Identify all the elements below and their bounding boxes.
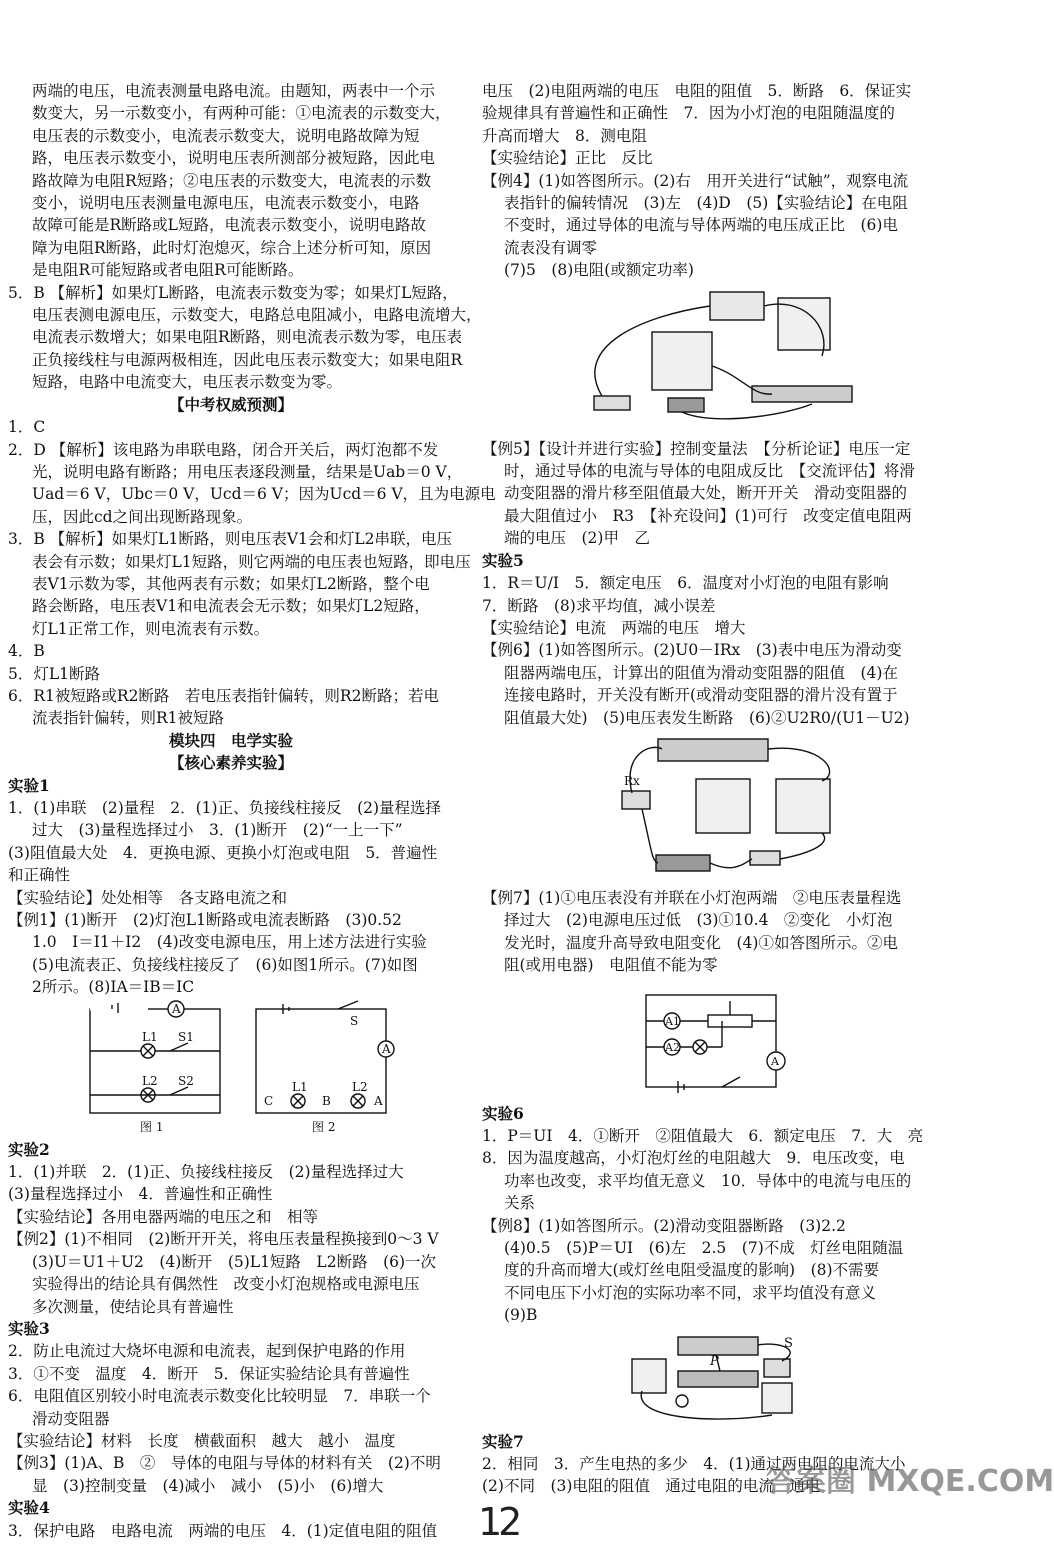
text-line: 故障可能是R断路或L短路，电流表示数变小，说明电路故 bbox=[32, 216, 426, 235]
text-line: 是电阻R可能短路或者电阻R可能断路。 bbox=[32, 261, 304, 280]
text-line: 流表指针偏转，则R1被短路 bbox=[32, 709, 225, 728]
text-line: 发光时，温度升高导致电阻变化 (4)①如答图所示。②电 bbox=[504, 933, 898, 952]
right-text-block-b bbox=[482, 438, 934, 729]
fig1-ammeter-label: A bbox=[172, 1001, 181, 1016]
text-line: 模块四 电学实验 bbox=[168, 730, 293, 750]
text-line: 流表没有调零 bbox=[504, 238, 598, 257]
page-number: 12 bbox=[478, 1500, 519, 1544]
text-line: 电压 (2)电阻两端的电压 电阻的阻值 5．断路 6．保证实 bbox=[482, 82, 912, 100]
fig8-slider-label: P bbox=[710, 1353, 719, 1369]
text-line: 时，通过导体的电流与导体的电阻成反比 【交流评估】将滑 bbox=[504, 462, 915, 481]
text-line: 实验2 bbox=[8, 1139, 50, 1159]
text-line: 2．D 【解析】该电路为串联电路，闭合开关后，两灯泡都不发 bbox=[8, 440, 439, 459]
text-line: 【例2】(1)不相同 (2)断开开关，将电压表量程换接到0～3 V bbox=[8, 1230, 439, 1249]
text-line: 1．R＝U/I 5．额定电压 6．温度对小灯泡的电阻有影响 bbox=[482, 574, 889, 593]
text-line: 【例5】【设计并进行实验】控制变量法 【分析论证】电压一定 bbox=[482, 439, 911, 458]
figure-example-4 bbox=[482, 286, 934, 434]
text-line: 1.0 I＝I1＋I2 (4)改变电源电压，用上述方法进行实验 bbox=[32, 933, 427, 952]
text-line: 阻器两端电压，计算出的阻值为滑动变阻器的阻值 (4)在 bbox=[504, 663, 898, 682]
fig2-c-label: C bbox=[264, 1093, 274, 1108]
text-line: 1．(1)并联 2．(1)正、负接线柱接反 (2)量程选择过大 bbox=[8, 1163, 404, 1182]
text-line: 6．R1被短路或R2断路 若电压表指针偏转，则R2断路；若电 bbox=[8, 686, 439, 705]
text-line: 电压表的示数变小，电流表示数变大，说明电路故障为短 bbox=[32, 126, 420, 145]
text-line: 【例6】(1)如答图所示。(2)U0－IRx (3)表中电压为滑动变 bbox=[482, 641, 902, 660]
text-line: 5．灯L1断路 bbox=[8, 664, 101, 683]
text-line: 光，说明电路有断路；用电压表逐段测量，结果是Uab＝0 V， bbox=[32, 462, 463, 481]
text-line: 2．相同 3．产生电热的多少 4．(1)通过两电阻的电流大小 bbox=[482, 1455, 906, 1474]
text-line: 动变阻器的滑片移至阻值最大处，断开开关 滑动变阻器的 bbox=[504, 484, 908, 503]
text-line: 5．B 【解析】如果灯L断路，电流表示数变为零；如果灯L短路， bbox=[8, 283, 458, 302]
text-line: 连接电路时，开关没有断开(或滑动变阻器的滑片没有置于 bbox=[504, 686, 898, 705]
text-line: 不变时，通过导体的电流与导体两端的电压成正比 (6)电 bbox=[504, 216, 898, 235]
text-line: 8．因为温度越高，小灯泡灯丝的电阻越大 9．电压改变，电 bbox=[482, 1149, 905, 1168]
right-text-block-d bbox=[482, 1103, 934, 1327]
figure-1-2 bbox=[8, 1003, 454, 1135]
text-line: Uad＝6 V，Ubc＝0 V，Ucd＝6 V；因为Ucd＝6 V，且为电源电 bbox=[32, 485, 496, 504]
text-line: (3)阻值最大处 4．更换电源、更换小灯泡或电阻 5．普遍性 bbox=[8, 843, 438, 862]
text-line: 1．(1)串联 (2)量程 2．(1)正、负接线柱接反 (2)量程选择 bbox=[8, 799, 442, 817]
text-line: 度的升高而增大(或灯丝电阻受温度的影响) (8)不需要 bbox=[504, 1261, 880, 1280]
apparatus-example-4 bbox=[482, 286, 934, 434]
right-column bbox=[482, 80, 934, 1498]
fig2-l1-label: L1 bbox=[292, 1079, 308, 1094]
text-line: (4)0.5 (5)P＝UI (6)左 2.5 (7)不成 灯丝电阻随温 bbox=[504, 1239, 904, 1257]
text-line: 【核心素养实验】 bbox=[168, 753, 293, 773]
fig2-l2-label: L2 bbox=[352, 1079, 368, 1094]
figure-example-6 bbox=[482, 733, 934, 883]
text-line: 实验1 bbox=[8, 775, 50, 795]
text-line: 显 (3)控制变量 (4)减小 减小 (5)小 (6)增大 bbox=[32, 1476, 384, 1495]
apparatus-example-8 bbox=[482, 1331, 934, 1427]
text-line: 3．①不变 温度 4．断开 5．保证实验结论具有普遍性 bbox=[8, 1364, 410, 1383]
text-line: 变小，说明电压表测量电源电压，电流表示数变小，电路 bbox=[32, 194, 420, 213]
text-line: 【例4】(1)如答图所示。(2)右 用开关进行“试触”，观察电流 bbox=[482, 171, 909, 190]
text-line: 【实验结论】处处相等 各支路电流之和 bbox=[8, 888, 288, 907]
fig1-l1-label: L1 bbox=[142, 1029, 158, 1044]
left-text-block-b bbox=[8, 1139, 454, 1542]
text-line: 滑动变阻器 bbox=[32, 1409, 110, 1428]
text-line: 验规律具有普遍性和正确性 7．因为小灯泡的电阻随温度的 bbox=[482, 104, 895, 123]
text-line: 两端的电压，电流表测量电路电流。由题知，两表中一个示 bbox=[32, 82, 436, 100]
text-line: 择过大 (2)电源电压过低 (3)①10.4 ②变化 小灯泡 bbox=[504, 911, 893, 930]
text-line: 表指针的偏转情况 (3)左 (4)D (5)【实验结论】在电阻 bbox=[504, 194, 908, 213]
fig2-caption: 图 2 bbox=[312, 1119, 336, 1134]
text-line: 【例8】(1)如答图所示。(2)滑动变阻器断路 (3)2.2 bbox=[482, 1216, 846, 1235]
fig1-s2-label: S2 bbox=[178, 1073, 194, 1088]
text-line: 电压表测电源电压，示数变大，电路总电阻减小，电路电流增大， bbox=[32, 306, 482, 325]
text-line: 【实验结论】各用电器两端的电压之和 相等 bbox=[8, 1207, 319, 1226]
text-line: (3)量程选择过小 4．普遍性和正确性 bbox=[8, 1185, 273, 1204]
text-line: (7)5 (8)电阻(或额定功率) bbox=[504, 261, 694, 280]
fig2-ammeter-label: A bbox=[382, 1041, 391, 1056]
text-line: 实验4 bbox=[8, 1498, 50, 1518]
right-text-block-a bbox=[482, 80, 934, 282]
text-line: 3．保护电路 电路电流 两端的电压 4．(1)定值电阻的阻值 bbox=[8, 1521, 438, 1540]
text-line: 正负接线柱与电源两极相连，因此电压表示数变大；如果电阻R bbox=[32, 350, 463, 369]
text-line: 【例3】(1)A、B ② 导体的电阻与导体的材料有关 (2)不明 bbox=[8, 1454, 441, 1473]
text-line: 1．P＝UI 4．①断开 ②阻值最大 6．额定电压 7．大 亮 bbox=[482, 1126, 924, 1145]
text-line: 4．B bbox=[8, 642, 45, 661]
text-line: 压，因此cd之间出现断路现象。 bbox=[32, 507, 253, 526]
fig7-a1-label: A1 bbox=[665, 1014, 680, 1028]
text-line: 【实验结论】材料 长度 横截面积 越大 越小 温度 bbox=[8, 1431, 396, 1450]
text-line: 表V1示数为零，其他两表有示数；如果灯L2断路，整个电 bbox=[32, 574, 430, 593]
text-line: 障为电阻R断路，此时灯泡熄灭，综合上述分析可知，原因 bbox=[32, 238, 432, 257]
text-line: 电流表示数增大；如果电阻R断路，则电流表示数为零，电压表 bbox=[32, 328, 463, 347]
text-line: 实验5 bbox=[482, 550, 524, 570]
left-text-block-a bbox=[8, 80, 496, 999]
text-line: 6．电阻值区别较小时电流表示数变化比较明显 7．串联一个 bbox=[8, 1387, 431, 1406]
text-line: 端的电压 (2)甲 乙 bbox=[504, 529, 650, 548]
fig1-s1-label: S1 bbox=[178, 1029, 194, 1044]
text-line: 【实验结论】正比 反比 bbox=[482, 149, 653, 168]
text-line: 【中考权威预测】 bbox=[168, 394, 293, 414]
text-line: 实验6 bbox=[482, 1103, 524, 1123]
text-line: 路会断路，电压表V1和电流表会无示数；如果灯L2短路， bbox=[32, 597, 430, 616]
text-line: 阻(或用电器) 电阻值不能为零 bbox=[504, 956, 718, 975]
text-line: 表会有示数；如果灯L1短路，则它两端的电压表也短路，即电压 bbox=[32, 552, 471, 571]
text-line: 【例1】(1)断开 (2)灯泡L1断路或电流表断路 (3)0.52 bbox=[8, 911, 402, 930]
text-line: 关系 bbox=[504, 1194, 536, 1213]
circuit-figures-1-2 bbox=[8, 1003, 454, 1135]
text-line: 和正确性 bbox=[8, 866, 71, 885]
circuit-example-7 bbox=[482, 981, 934, 1099]
text-line: 多次测量，使结论具有普遍性 bbox=[32, 1297, 234, 1316]
text-line: 不同电压下小灯泡的实际功率不同，求平均值没有意义 bbox=[504, 1283, 877, 1302]
text-line: 3．B 【解析】如果灯L1断路，则电压表V1会和灯L2串联，电压 bbox=[8, 530, 453, 549]
rx-label: Rx bbox=[624, 773, 640, 788]
text-line: 数变大，另一示数变小，有两种可能：①电流表的示数变大， bbox=[32, 104, 451, 123]
text-line: (2)不同 (3)电阻的阻值 通过电阻的电流 通电 bbox=[482, 1477, 821, 1496]
text-line: 路故障为电阻R短路；②电压表的示数变大，电流表的示数 bbox=[32, 171, 432, 190]
text-line: 功率也改变，求平均值无意义 10．导体中的电流与电压的 bbox=[504, 1171, 912, 1190]
text-line: 2．防止电流过大烧坏电源和电流表，起到保护电路的作用 bbox=[8, 1342, 406, 1361]
right-text-block-c bbox=[482, 887, 934, 977]
fig2-b-label: B bbox=[322, 1093, 331, 1108]
text-line: 实验3 bbox=[8, 1318, 50, 1338]
text-line: 1．C bbox=[8, 418, 46, 437]
text-line: 实验7 bbox=[482, 1431, 524, 1451]
text-line: 实验得出的结论具有偶然性 改变小灯泡规格或电源电压 bbox=[32, 1275, 420, 1294]
text-line: 短路，电路中电流变大，电压表示数变为零。 bbox=[32, 373, 343, 392]
figure-example-7 bbox=[482, 981, 934, 1099]
fig1-caption: 图 1 bbox=[140, 1119, 164, 1134]
watermark bbox=[766, 1456, 1054, 1536]
fig2-a-point-label: A bbox=[374, 1093, 383, 1108]
fig8-switch-label: S bbox=[784, 1335, 793, 1351]
fig2-switch-label: S bbox=[350, 1013, 359, 1028]
text-line: 【例7】(1)①电压表没有并联在小灯泡两端 ②电压表量程选 bbox=[482, 888, 902, 907]
fig1-l2-label: L2 bbox=[142, 1073, 158, 1088]
fig7-a-label: A bbox=[771, 1054, 779, 1068]
apparatus-example-6 bbox=[482, 733, 934, 883]
text-line: (3)U＝U1＋U2 (4)断开 (5)L1短路 L2断路 (6)一次 bbox=[32, 1252, 437, 1271]
text-line: 升高而增大 8．测电阻 bbox=[482, 126, 647, 145]
left-column bbox=[8, 80, 496, 1542]
text-line: 灯L1正常工作，则电流表有示数。 bbox=[32, 619, 270, 638]
watermark-text: 答案圈 MXQE.COM bbox=[766, 1464, 1054, 1499]
text-line: 过大 (3)量程选择过小 3．(1)断开 (2)“一上一下” bbox=[32, 821, 403, 840]
text-line: 2所示。(8)IA＝IB＝IC bbox=[32, 978, 195, 997]
text-line: (5)电流表正、负接线柱接反了 (6)如图1所示。(7)如图 bbox=[32, 955, 418, 974]
text-line: (9)B bbox=[504, 1306, 538, 1325]
text-line: 7．断路 (8)求平均值，减小误差 bbox=[482, 596, 716, 615]
figure-example-8 bbox=[482, 1331, 934, 1427]
text-line: 最大阻值过小 R3 【补充设问】(1)可行 改变定值电阻两 bbox=[504, 506, 912, 525]
fig7-a2-label: A2 bbox=[665, 1040, 680, 1054]
text-line: 阻值最大处) (5)电压表发生断路 (6)②U2R0/(U1－U2) bbox=[504, 708, 910, 727]
text-line: 【实验结论】电流 两端的电压 增大 bbox=[482, 618, 746, 637]
text-line: 路，电压表示数变小，说明电压表所测部分被短路，因此电 bbox=[32, 149, 436, 168]
